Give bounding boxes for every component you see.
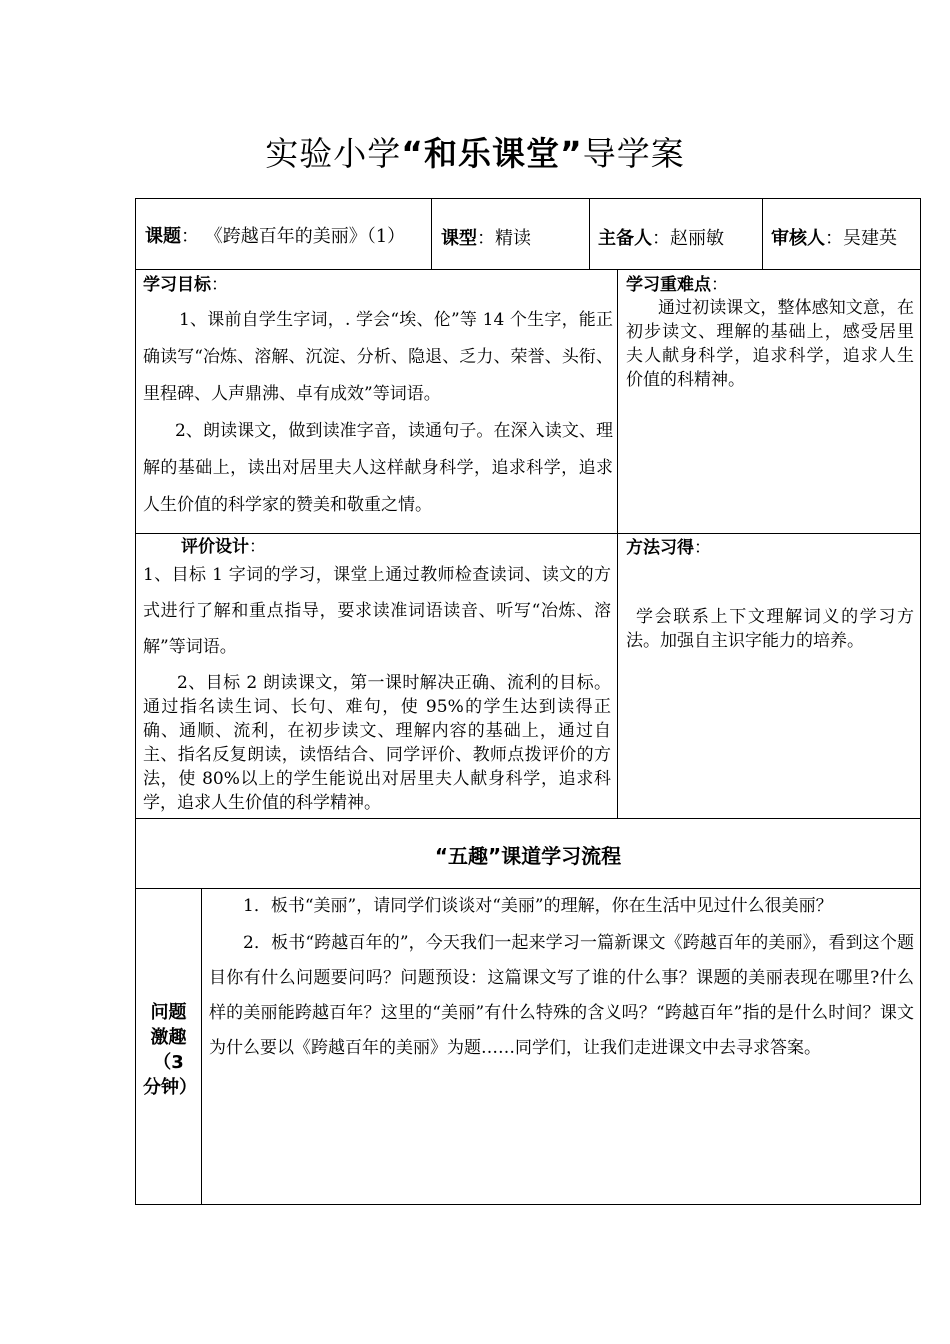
table-border-right	[920, 198, 921, 1205]
evaluation-label: 评价设计：	[181, 537, 266, 557]
flow-heading: “五趣”课道学习流程	[434, 844, 622, 868]
method-text: 学会联系上下文理解词义的学习方法。加强自主识字能力的培养。	[626, 607, 914, 651]
evaluation-cell	[143, 537, 611, 815]
goals-label: 学习目标：	[143, 275, 228, 295]
table-border-row2	[135, 533, 921, 534]
stage-content	[209, 889, 914, 1066]
stage-label: 问题激趣（3 分钟）	[143, 1002, 197, 1098]
keypoints-cell	[626, 274, 914, 392]
header-type: 课型：精读	[441, 228, 531, 249]
method-label: 方法习得：	[626, 538, 711, 558]
evaluation-paragraph-2: 2、目标 2 朗读课文，第一课时解决正确、流利的目标。通过指名读生词、长句、难句，使 95%的学生达到读得正确、通顺、流利，在初步读文、理解内容的基础上，通过自主、指名反复朗读，读悟结合、同学评价、教师点拨评价的方法，使 80%以上的学生能说出对居里夫人献身科学，追求科学，追求人生价值的科学精神。	[143, 673, 611, 813]
header-topic: 课题： 《跨越百年的美丽》（1）	[145, 226, 406, 247]
header-divider-3	[762, 198, 763, 269]
header-divider-1	[431, 198, 432, 269]
header-author: 主备人：赵丽敏	[598, 228, 724, 249]
goals-cell	[143, 274, 613, 524]
table-border-top	[135, 198, 921, 199]
goals-paragraph-1: 1、课前自学生字词，. 学会“埃、伦”等 14 个生字，能正确读写“冶炼、溶解、沉淀、分析、隐退、乏力、荣誉、头衔、里程碑、人声鼎沸、卓有成效”等词语。	[143, 310, 613, 404]
table-border-row1	[135, 269, 921, 270]
middle-divider	[617, 269, 618, 818]
keypoints-text: 通过初读课文，整体感知文意，在初步读文、理解的基础上，感受居里夫人献身科学，追求科学，追求人生价值的科精神。	[626, 298, 914, 390]
goals-paragraph-2: 2、朗读课文，做到读准字音，读通句子。在深入读文、理解的基础上，读出对居里夫人这样献身科学，追求科学，追求人生价值的科学家的赞美和敬重之情。	[143, 421, 613, 515]
page-title: 实验小学“和乐课堂”导学案	[265, 134, 685, 173]
header-reviewer: 审核人：吴建英	[771, 228, 897, 249]
evaluation-paragraph-1: 1、目标 1 字词的学习，课堂上通过教师检查读词、读文的方式进行了解和重点指导，要求读准词语读音、听写“冶炼、溶解”等词语。	[143, 565, 611, 657]
table-border-row3	[135, 818, 921, 819]
table-border-bottom	[135, 1204, 921, 1205]
keypoints-label: 学习重难点：	[626, 275, 728, 295]
stage-divider	[201, 888, 202, 1204]
header-divider-2	[589, 198, 590, 269]
stage-paragraph-1: 1．板书“美丽”，请同学们谈谈对“美丽”的理解，你在生活中见过什么很美丽？	[243, 896, 833, 916]
stage-paragraph-2: 2．板书“跨越百年的”，今天我们一起来学习一篇新课文《跨越百年的美丽》，看到这个题目你有什么问题要问吗？问题预设：这篇课文写了谁的什么事？课题的美丽表现在哪里?什么样的美丽能跨越百年？这里的“美丽”有什么特殊的含义吗？“跨越百年”指的是什么时间？课文为什么要以《跨越百年的美丽》为题……同学们，让我们走进课文中去寻求答案。	[209, 933, 914, 1058]
method-cell	[626, 537, 914, 653]
